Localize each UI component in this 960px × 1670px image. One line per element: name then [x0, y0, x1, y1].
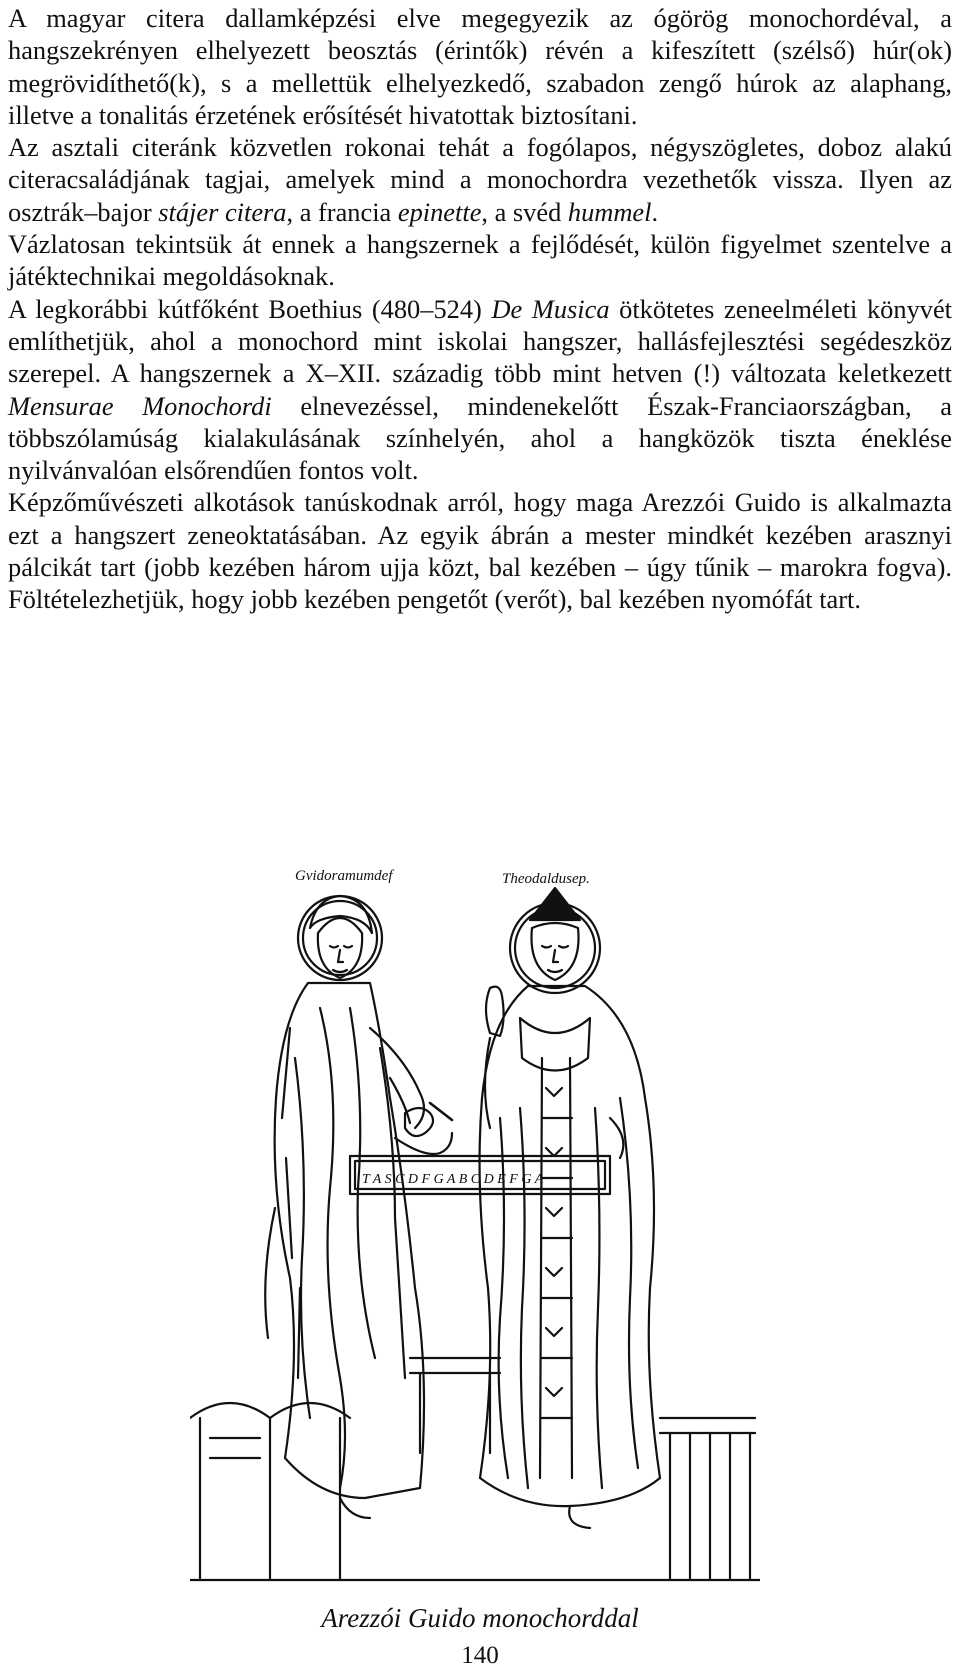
text-run: elnevezéssel, mindenekelőtt Észak-Franciaországban, a többszólamúság kialakulásának színhelyén, ahol a hangközök tiszta éneklése nyilvánvalóan elsőrendűen fontos volt. [8, 390, 952, 486]
label-left: Gvidoramumdef [295, 868, 393, 884]
text-run: , a francia [286, 196, 398, 227]
illustration-guido-monochord [190, 858, 760, 1598]
text-run: A legkorábbi kútfőként Boethius (480–524) [8, 293, 492, 324]
italic-run: De Musica [491, 293, 610, 324]
woodcut-figure [190, 858, 760, 1598]
text-run: Vázlatosan tekintsük át ennek a hangszernek a fejlődését, külön figyelmet szentelve a játéktechnikai megoldásoknak. [8, 229, 952, 292]
halo-left [298, 896, 382, 980]
hand-right [486, 987, 504, 1036]
text-run: ötkötetes zeneelméleti könyvét említhetjük, ahol a monochord mint iskolai hangszer, hallásfejlesztési segédeszköz szerepel. A hangszernek a X–XII. századig több mint hetven (!) változata keletkezett [8, 293, 952, 389]
text-run: . [651, 196, 659, 227]
text-run: A magyar citera dallamképzési elve megegyezik az ógörög monochordéval, a hangszekrényen elhelyezett beosztás (érintők) révén a kifeszített (szélső) húr(ok) megrövidíthető(k), s a mellettük elhelyezkedő, szabadon zengő húrok az alaphang, illetve a tonalitás érzetének erősítését hivatottak biztosítani. [8, 3, 952, 130]
italic-run: hummel [567, 196, 652, 227]
italic-run: stájer citera [158, 196, 287, 227]
body-text [8, 2, 952, 616]
text-run: Képzőművészeti alkotások tanúskodnak arról, hogy maga Arezzói Guido is alkalmazta ezt a hangszert zeneoktatásában. Az egyik ábrán a mester mindkét kezében arasznyi pálcikát tart (jobb kezében három ujja közt, bal kezében – úgy tűnik – marokra fogva). Föltételezhetjük, hogy jobb kezében pengetőt (verőt), bal kezében nyomófát tart. [8, 487, 952, 615]
paragraph [8, 486, 952, 615]
page-number: 140 [461, 1642, 499, 1669]
label-right: Theodaldusep. [502, 871, 590, 887]
text-run: , a svéd [481, 196, 568, 227]
italic-run: Mensurae Monochordi [8, 390, 272, 421]
paragraph [8, 293, 952, 487]
scroll-text: T A S C D F G A B C D E F G A [362, 1172, 544, 1187]
arcade [190, 1403, 350, 1418]
italic-run: epinette [397, 196, 482, 227]
figure-caption: Arezzói Guido monochorddal [321, 1603, 639, 1633]
face-left [318, 918, 362, 978]
paragraph [8, 228, 952, 293]
mitre [530, 888, 580, 920]
paragraph [8, 131, 952, 228]
paragraph [8, 2, 952, 131]
text-run: Az asztali citeránk közvetlen rokonai tehát a fogólapos, négyszögletes, doboz alakú citeracsaládjának tagjai, amelyek mind a monochordra vezethetők vissza. Ilyen az osztrák–bajor [8, 132, 952, 227]
